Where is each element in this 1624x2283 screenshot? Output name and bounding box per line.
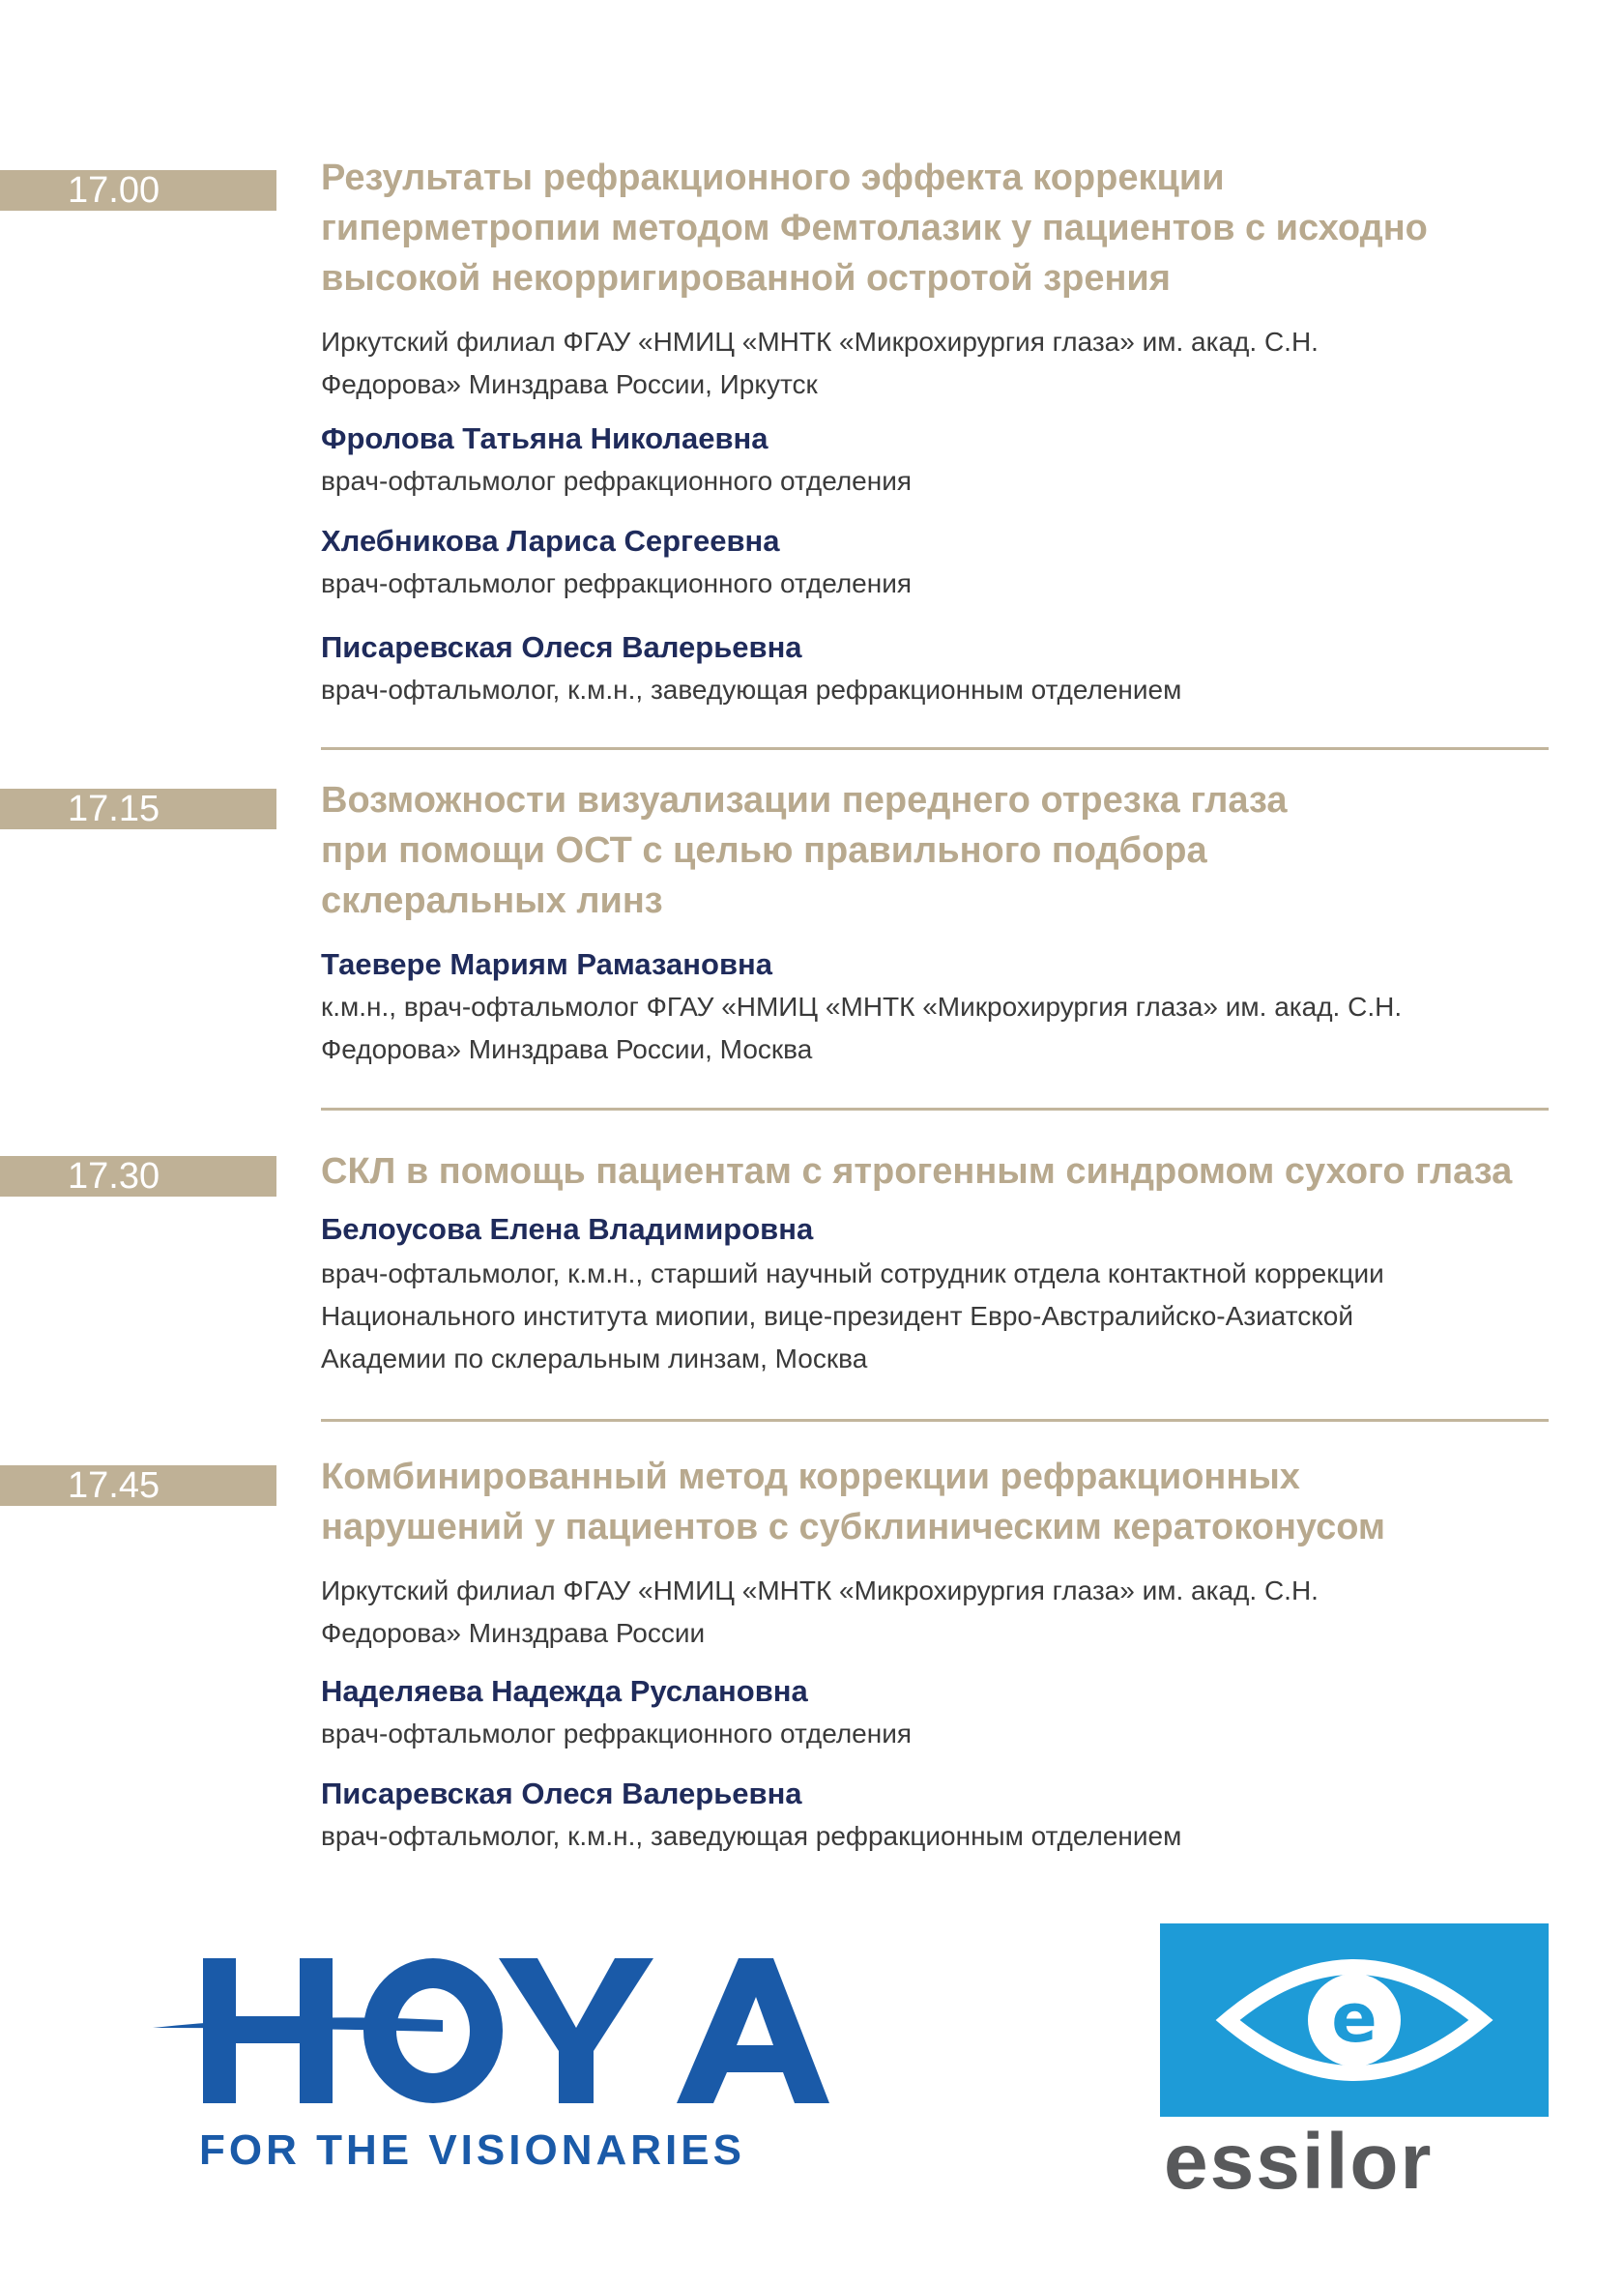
speaker-name: Белоусова Елена Владимировна [321,1212,814,1246]
affiliation: Иркутский филиал ФГАУ «НМИЦ «МНТК «Микрохирургия глаза» им. акад. С.Н. Федорова» Минздрава России [321,1575,1319,1648]
hoya-wordmark [153,1943,829,2107]
affiliation: Иркутский филиал ФГАУ «НМИЦ «МНТК «Микрохирургия глаза» им. акад. С.Н. Федорова» Минздрава России, Иркутск [321,327,1319,399]
speaker-name: Таевере Мариям Рамазановна [321,947,772,981]
talk-title: Комбинированный метод коррекции рефракционных нарушений у пациентов с субклиническим кератоконусом [321,1457,1386,1547]
speaker-role: к.м.н., врач-офтальмолог ФГАУ «НМИЦ «МНТК «Микрохирургия глаза» им. акад. С.Н. Федорова» Минздрава России, Москва [321,992,1403,1064]
speaker-name: Писаревская Олеся Валерьевна [321,1777,802,1810]
speaker-name: Наделяева Надежда Руслановна [321,1674,808,1708]
speaker-role: врач-офтальмолог, к.м.н., заведующая рефракционным отделением [321,1821,1182,1851]
talk-title: Результаты рефракционного эффекта коррекции гиперметропии методом Фемтолазик у пациентов с исходно высокой некорригированной остротой зрения [321,158,1428,299]
separator [321,1419,1549,1422]
speaker-role: врач-офтальмолог, к.м.н., старший научный сотрудник отдела контактной коррекции Национального института миопии, вице-президент Евро-Австралийско-Азиатской Академии по склеральным линзам, Москва [321,1258,1384,1373]
talk-title: Возможности визуализации переднего отрезка глаза при помощи ОСТ с целью правильного подбора склеральных линз [321,780,1288,921]
speaker-role: врач-офтальмолог, к.м.н., заведующая рефракционным отделением [321,675,1182,705]
eye-icon [1160,1923,1549,2117]
time-badge: 17.15 [0,789,276,829]
separator [321,747,1549,750]
talk-title: СКЛ в помощь пациентам с ятрогенным синдромом сухого глаза [321,1151,1513,1192]
hoya-tagline: FOR THE VISIONARIES [199,2126,745,2174]
speaker-name: Писаревская Олеся Валерьевна [321,630,802,664]
time-badge: 17.45 [0,1465,276,1506]
essilor-emblem [1160,1923,1549,2117]
speaker-name: Фролова Татьяна Николаевна [321,421,768,455]
time-badge: 17.30 [0,1156,276,1197]
speaker-role: врач-офтальмолог рефракционного отделения [321,568,913,598]
speaker-role: врач-офтальмолог рефракционного отделения [321,1719,913,1748]
essilor-logo [1160,1923,1556,2213]
speaker-role: врач-офтальмолог рефракционного отделения [321,466,913,496]
svg-text:e: e [1331,1979,1378,2058]
speaker-name: Хлебникова Лариса Сергеевна [321,524,780,558]
time-badge: 17.00 [0,170,276,211]
hoya-logo [153,1943,829,2175]
essilor-wordmark: essilor [1164,2118,1434,2206]
separator [321,1108,1549,1111]
